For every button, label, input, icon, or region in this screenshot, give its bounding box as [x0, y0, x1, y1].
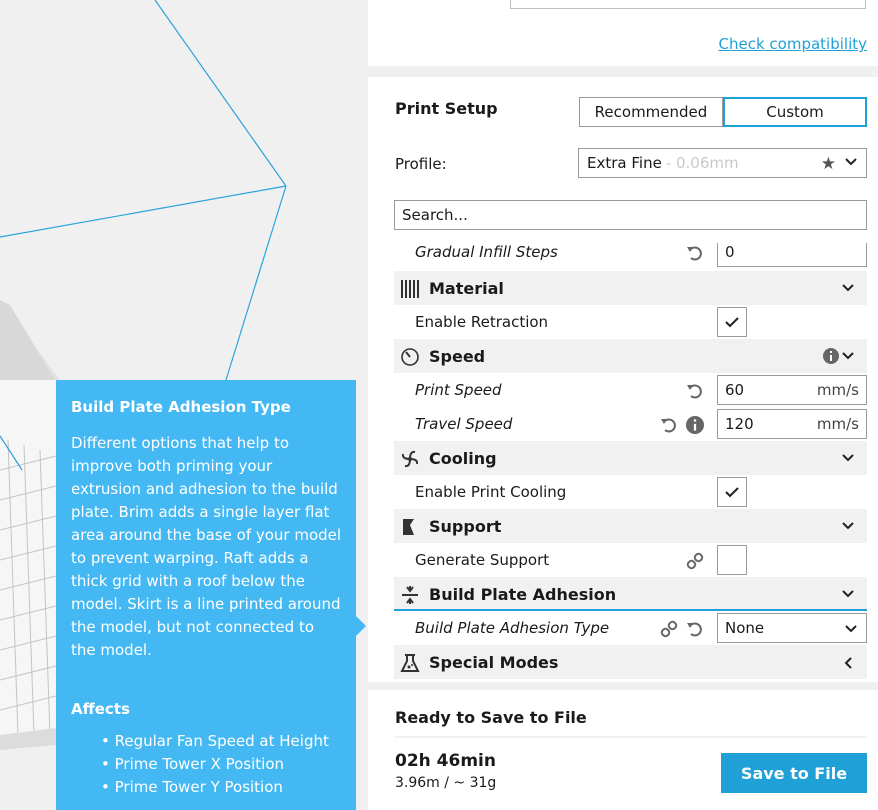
setting-enable-retraction	[394, 305, 867, 339]
link-icon[interactable]	[660, 620, 678, 638]
reset-icon[interactable]	[686, 620, 704, 638]
setting-label: Travel Speed	[415, 415, 513, 433]
mode-toggle	[579, 97, 867, 127]
travel-speed-input[interactable]	[717, 409, 867, 439]
reset-icon[interactable]	[660, 416, 678, 434]
custom-button[interactable]: Custom	[723, 97, 867, 127]
input-value: 120	[725, 415, 754, 433]
chevron-down-icon	[841, 520, 855, 532]
check-compatibility-link[interactable]: Check compatibility	[718, 35, 867, 53]
adhesion-icon	[400, 585, 420, 605]
save-panel	[368, 690, 878, 810]
category-build-plate-adhesion[interactable]	[394, 577, 867, 611]
setting-label: Enable Retraction	[415, 313, 549, 331]
enable-retraction-checkbox[interactable]	[717, 307, 747, 337]
material-estimate: 3.96m / ~ 31g	[395, 775, 497, 791]
gradual-infill-input[interactable]	[717, 243, 867, 267]
print-setup-title: Print Setup	[395, 99, 498, 118]
setting-generate-support	[394, 543, 867, 577]
print-speed-input[interactable]	[717, 375, 867, 405]
reset-icon[interactable]	[686, 382, 704, 400]
printer-panel	[368, 0, 878, 66]
input-value: 0	[725, 243, 735, 261]
chevron-down-icon	[841, 350, 855, 362]
setting-enable-print-cooling	[394, 475, 867, 509]
enable-print-cooling-checkbox[interactable]	[717, 477, 747, 507]
chevron-down-icon	[844, 623, 858, 635]
settings-list[interactable]	[394, 243, 867, 683]
list-item: • Regular Fan Speed at Height	[101, 730, 341, 753]
profile-label: Profile:	[395, 155, 447, 173]
print-setup-panel	[368, 77, 878, 682]
special-modes-icon	[400, 653, 420, 673]
tooltip-title: Build Plate Adhesion Type	[71, 398, 291, 416]
select-value: None	[725, 619, 765, 637]
reset-icon[interactable]	[686, 244, 704, 262]
checkmark-icon	[725, 486, 739, 498]
list-item: • Prime Tower X Position	[101, 753, 341, 776]
ready-title: Ready to Save to File	[395, 708, 587, 727]
adhesion-type-select[interactable]	[717, 613, 867, 643]
chevron-left-icon	[843, 656, 855, 670]
category-material[interactable]	[394, 271, 867, 305]
category-label: Speed	[429, 346, 486, 366]
print-time: 02h 46min	[395, 751, 496, 771]
setting-label: Build Plate Adhesion Type	[415, 619, 610, 637]
generate-support-checkbox[interactable]	[717, 545, 747, 575]
category-label: Build Plate Adhesion	[429, 584, 617, 604]
setting-tooltip	[56, 380, 356, 810]
chevron-down-icon	[841, 588, 855, 600]
category-label: Material	[429, 278, 504, 298]
setting-label: Gradual Infill Steps	[415, 243, 558, 261]
setting-label: Enable Print Cooling	[415, 483, 567, 501]
input-value: 60	[725, 381, 745, 399]
profile-dropdown[interactable]	[578, 148, 867, 178]
tooltip-affects-title: Affects	[71, 700, 130, 718]
setting-adhesion-type	[394, 611, 867, 645]
chevron-down-icon	[841, 452, 855, 464]
unit-label: mm/s	[816, 381, 859, 399]
list-item: • Prime Tower Y Position	[101, 776, 341, 799]
divider	[395, 736, 867, 738]
profile-detail: - 0.06mm	[665, 154, 739, 172]
category-label: Special Modes	[429, 652, 559, 672]
printer-selector[interactable]	[510, 0, 866, 9]
tooltip-description: Different options that help to improve both priming your extrusion and adhesion to the build plate. Brim adds a single layer flat area around the base of your model to prevent warping. Raft adds a thick grid with a roof below the model. Skirt is a line printed around the model, but not connected to the model.	[71, 434, 342, 659]
category-label: Cooling	[429, 448, 497, 468]
category-special-modes[interactable]	[394, 645, 867, 679]
chevron-down-icon	[841, 282, 855, 294]
save-to-file-button[interactable]: Save to File	[721, 753, 867, 793]
tooltip-affects-list	[71, 730, 341, 799]
search-input[interactable]: Search...	[394, 200, 867, 230]
setting-print-speed	[394, 373, 867, 407]
star-icon[interactable]: ★	[820, 154, 836, 174]
setting-label: Print Speed	[415, 381, 502, 399]
setting-label: Generate Support	[415, 551, 550, 569]
category-label: Support	[429, 516, 502, 536]
cooling-icon	[400, 449, 420, 469]
recommended-button[interactable]: Recommended	[579, 97, 723, 127]
setting-travel-speed	[394, 407, 867, 441]
info-icon[interactable]	[686, 416, 704, 434]
support-icon	[400, 517, 420, 537]
chevron-down-icon	[844, 155, 858, 169]
setting-gradual-infill	[394, 243, 867, 269]
unit-label: mm/s	[816, 415, 859, 433]
category-support[interactable]	[394, 509, 867, 543]
right-sidebar	[368, 0, 878, 810]
info-icon[interactable]	[823, 348, 839, 364]
profile-name: Extra Fine	[587, 154, 662, 172]
speed-icon	[400, 347, 420, 367]
link-icon[interactable]	[686, 552, 704, 570]
category-speed[interactable]	[394, 339, 867, 373]
material-icon	[400, 279, 420, 299]
category-cooling[interactable]	[394, 441, 867, 475]
checkmark-icon	[725, 316, 739, 328]
